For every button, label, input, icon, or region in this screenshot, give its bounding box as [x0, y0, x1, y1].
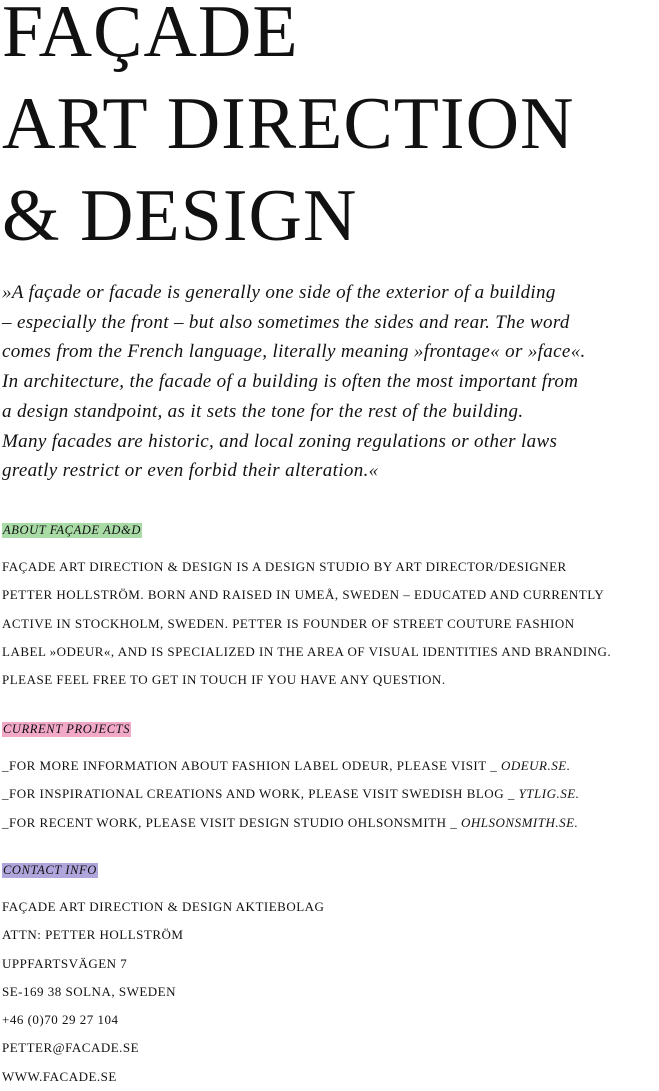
- project-item-text: _FOR RECENT WORK, PLEASE VISIT DESIGN STUDIO OHLSONSMITH _: [2, 814, 458, 830]
- quote-line: comes from the French language, literally meaning »frontage« or »face«.: [2, 341, 586, 363]
- contact-website-link[interactable]: WWW.FACADE.SE: [2, 1068, 117, 1084]
- project-item-odeur: [2, 752, 657, 780]
- contact-email-link[interactable]: PETTER@FACADE.SE: [2, 1040, 140, 1056]
- about-section: [2, 521, 657, 694]
- project-item-ohlsonsmith: [2, 809, 657, 837]
- projects-section-label: CURRENT PROJECTS: [3, 722, 131, 736]
- project-item-text: _FOR INSPIRATIONAL CREATIONS AND WORK, PLEASE VISIT SWEDISH BLOG _: [2, 786, 515, 802]
- page-title-line-1: FAÇADE: [2, 0, 299, 73]
- contact-section-label: CONTACT INFO: [3, 863, 97, 877]
- quote-line: In architecture, the facade of a building is often the most important from: [2, 371, 579, 393]
- quote-line: – especially the front – but also sometimes the sides and rear. The word: [2, 311, 570, 333]
- project-item-ytlig: [2, 780, 657, 808]
- contact-street: UPPFARTSVÄGEN 7: [2, 955, 128, 971]
- quote-line: »A façade or facade is generally one side of the exterior of a building: [2, 282, 556, 303]
- about-line: FAÇADE ART DIRECTION & DESIGN IS A DESIGN STUDIO BY ART DIRECTOR/DESIGNER: [2, 559, 567, 574]
- quote-line: greatly restrict or even forbid their alteration.«: [2, 460, 379, 482]
- quote-line: a design standpoint, as it sets the tone for the rest of the building.: [2, 400, 524, 422]
- contact-company: FAÇADE ART DIRECTION & DESIGN AKTIEBOLAG: [2, 899, 325, 914]
- about-line: PLEASE FEEL FREE TO GET IN TOUCH IF YOU HAVE ANY QUESTION.: [2, 672, 446, 688]
- about-line: ACTIVE IN STOCKHOLM, SWEDEN. PETTER IS FOUNDER OF STREET COUTURE FASHION: [2, 615, 575, 631]
- about-line: PETTER HOLLSTRÖM. BORN AND RAISED IN UMEÅ, SWEDEN – EDUCATED AND CURRENTLY: [2, 587, 605, 603]
- project-item-text: _FOR MORE INFORMATION ABOUT FASHION LABEL ODEUR, PLEASE VISIT _: [2, 758, 498, 773]
- definition-quote: [2, 278, 657, 486]
- contact-attn: ATTN: PETTER HOLLSTRÖM: [2, 927, 184, 943]
- about-line: LABEL »ODEUR«, AND IS SPECIALIZED IN THE AREA OF VISUAL IDENTITIES AND BRANDING.: [2, 643, 612, 659]
- quote-line: Many facades are historic, and local zoning regulations or other laws: [2, 430, 558, 452]
- odeur-link[interactable]: ODEUR.SE.: [500, 758, 571, 773]
- projects-list: [2, 752, 657, 837]
- projects-section: [2, 720, 657, 837]
- about-text: [2, 553, 657, 694]
- contact-city: SE-169 38 SOLNA, SWEDEN: [2, 983, 176, 999]
- page-title: [2, 0, 574, 262]
- ohlsonsmith-link[interactable]: OHLSONSMITH.SE.: [461, 814, 579, 830]
- contact-section: [2, 861, 657, 1091]
- page-title-line-3: & DESIGN: [2, 175, 358, 257]
- ytlig-link[interactable]: YTLIG.SE.: [518, 786, 580, 802]
- about-section-label: ABOUT FAÇADE AD&D: [3, 523, 141, 537]
- contact-phone: +46 (0)70 29 27 104: [2, 1012, 119, 1028]
- page-title-line-2: ART DIRECTION: [2, 83, 575, 165]
- contact-details: [2, 893, 657, 1091]
